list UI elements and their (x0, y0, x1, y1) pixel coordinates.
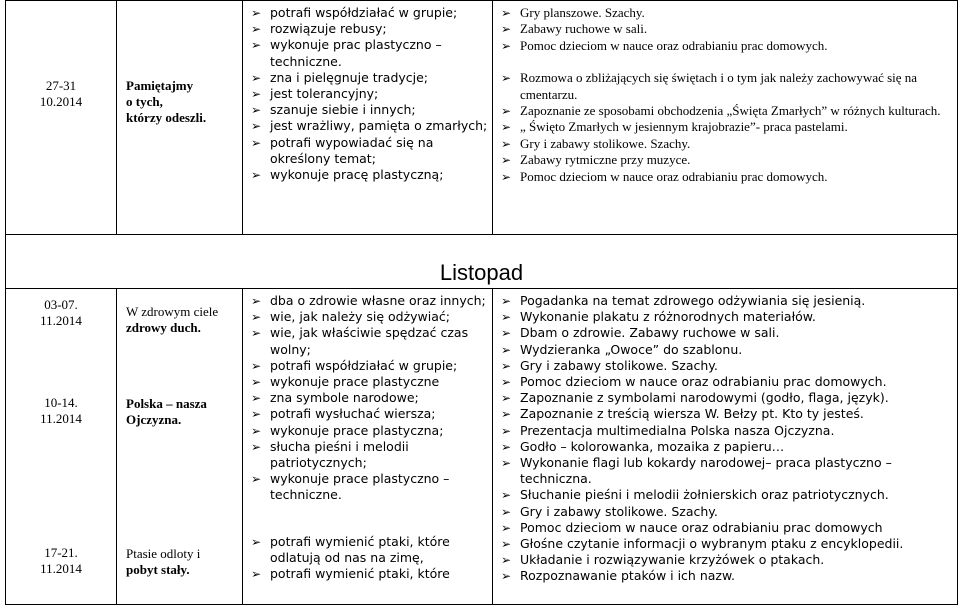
list-item: ➢ Wykonanie plakatu z różnorodnych materiałów. (501, 309, 816, 325)
arrow-bullet-icon: ➢ (501, 488, 512, 503)
arrow-bullet-icon: ➢ (251, 358, 262, 373)
list-item: ➢ Zapoznanie ze sposobami obchodzenia „Święta Zmarłych” w różnych kulturach. (501, 103, 941, 119)
arrow-bullet-icon: ➢ (251, 168, 262, 183)
list-item: ➢ Dbam o zdrowie. Zabawy ruchowe w sali. (501, 325, 780, 341)
arrow-bullet-icon: ➢ (501, 375, 512, 390)
arrow-bullet-icon: ➢ (251, 407, 262, 422)
arrow-bullet-icon: ➢ (501, 326, 512, 341)
section-row (6, 235, 958, 289)
list-item: ➢ potrafi wypowiadać się na określony temat; (251, 134, 434, 166)
arrow-bullet-icon: ➢ (251, 87, 262, 102)
arrow-bullet-icon: ➢ (251, 375, 262, 390)
date-line: 03-07. (44, 297, 78, 312)
arrow-bullet-icon: ➢ (251, 38, 262, 53)
arrow-bullet-icon: ➢ (501, 537, 512, 552)
arrow-bullet-icon: ➢ (501, 169, 512, 184)
arrow-bullet-icon: ➢ (501, 294, 512, 308)
list-item: ➢ Pogadanka na temat zdrowego odżywiania się jesienią. (501, 293, 866, 308)
arrow-bullet-icon: ➢ (251, 391, 262, 406)
list-item: ➢ wykonuje prace plastyczne (251, 374, 440, 390)
list-item: ➢ szanuje siebie i innych; (251, 102, 416, 118)
arrow-bullet-icon: ➢ (251, 534, 262, 549)
list-item: ➢ Zabawy ruchowe w sali. (501, 21, 648, 37)
topic-line: pobyt stały. (126, 562, 190, 577)
arrow-bullet-icon: ➢ (501, 120, 512, 135)
topic-cell (117, 1, 243, 235)
list-item: ➢ Zapoznanie z treścią wiersza W. Bełzy pt. Kto ty jesteś. (501, 406, 864, 422)
arrow-bullet-icon: ➢ (501, 391, 512, 406)
arrow-bullet-icon: ➢ (501, 439, 512, 454)
list-item: ➢ Pomoc dzieciom w nauce oraz odrabianiu prac domowych (501, 519, 883, 535)
list-item: ➢ jest tolerancyjny; (251, 86, 379, 102)
list-item: ➢ Gry i zabawy stolikowe. Szachy. (501, 135, 691, 151)
list-item: ➢ Pomoc dzieciom w nauce oraz odrabianiu prac domowych. (501, 37, 828, 53)
list-item: ➢ Rozpoznawanie ptaków i ich nazw. (501, 568, 736, 584)
list-item: ➢ Zapoznanie z symbolami narodowymi (godło, flaga, język). (501, 390, 889, 406)
arrow-bullet-icon: ➢ (501, 22, 512, 37)
list-item: ➢ dba o zdrowie własne oraz innych; (251, 293, 486, 308)
list-item: ➢ Głośne czytanie informacji o wybranym ptaku z encyklopedii. (501, 536, 904, 552)
arrow-bullet-icon: ➢ (251, 294, 262, 308)
list-item: ➢ Godło – kolorowanka, mozaika z papieru… (501, 438, 785, 454)
list-item: ➢ potrafi wysłuchać wiersza; (251, 406, 436, 422)
arrow-bullet-icon: ➢ (501, 6, 512, 20)
date-line: 11.2014 (40, 313, 82, 328)
activities-cell (493, 289, 958, 605)
arrow-bullet-icon: ➢ (251, 472, 262, 487)
list-item: ➢ potrafi współdziałać w grupie; (251, 5, 458, 20)
date-line: 10-14. (44, 395, 78, 410)
list-item: ➢ rozwiązuje rebusy; (251, 21, 387, 37)
list-item: ➢ potrafi wymienić ptaki, które odlatują od nas na zimę, (251, 533, 450, 565)
arrow-bullet-icon: ➢ (251, 6, 262, 20)
arrow-bullet-icon: ➢ (501, 38, 512, 53)
arrow-bullet-icon: ➢ (501, 342, 512, 357)
list-item: ➢ Zabawy rytmiczne przy muzyce. (501, 152, 691, 168)
arrow-bullet-icon: ➢ (251, 135, 262, 150)
activities-list (493, 536, 957, 585)
topic-cell (117, 289, 243, 605)
skills-cell (243, 1, 493, 235)
list-item: ➢ potrafi wymienić ptaki, które (251, 566, 450, 582)
arrow-bullet-icon: ➢ (501, 407, 512, 422)
activities-cell (493, 1, 958, 235)
list-item: ➢ Wydzieranka „Owoce” do szablonu. (501, 341, 743, 357)
activities-list (493, 390, 957, 536)
date-line: 10.2014 (39, 94, 83, 109)
arrow-bullet-icon: ➢ (501, 553, 512, 568)
list-item: ➢ zna i pielęgnuje tradycje; (251, 69, 429, 85)
arrow-bullet-icon: ➢ (501, 358, 512, 373)
topic-line: W zdrowym ciele (126, 304, 219, 319)
section-title: Listopad (6, 235, 958, 289)
date-cell (6, 1, 117, 235)
arrow-bullet-icon: ➢ (501, 504, 512, 519)
topic-line: Ojczyzna. (126, 412, 182, 427)
list-item: ➢ wie, jak właściwie spędzać czas wolny; (251, 325, 469, 357)
date-line: 11.2014 (40, 411, 82, 426)
list-item: ➢ Pomoc dzieciom w nauce oraz odrabianiu prac domowych. (501, 374, 887, 390)
arrow-bullet-icon: ➢ (501, 136, 512, 151)
arrow-bullet-icon: ➢ (501, 520, 512, 535)
arrow-bullet-icon: ➢ (501, 423, 512, 438)
activities-list (493, 5, 957, 54)
list-item: ➢ wykonuje prace plastyczna; (251, 422, 444, 438)
activities-list (493, 70, 957, 185)
topic-line: Polska – nasza (126, 396, 207, 411)
skills-list (243, 534, 492, 583)
topic-line: Ptasie odloty i (126, 546, 201, 561)
topic-line: zdrowy duch. (126, 320, 201, 335)
arrow-bullet-icon: ➢ (501, 569, 512, 584)
arrow-bullet-icon: ➢ (251, 326, 262, 341)
arrow-bullet-icon: ➢ (501, 310, 512, 325)
topic-line: o tych, (126, 94, 163, 109)
table-row-october (6, 1, 958, 235)
list-item: ➢ wykonuje prace plastyczno – techniczne. (251, 471, 450, 503)
arrow-bullet-icon: ➢ (501, 104, 512, 119)
list-item: ➢ Układanie i rozwiązywanie krzyżówek o ptakach. (501, 552, 825, 568)
skills-list (243, 5, 492, 183)
arrow-bullet-icon: ➢ (251, 22, 262, 37)
topic-line: którzy odeszli. (126, 110, 207, 125)
arrow-bullet-icon: ➢ (251, 119, 262, 134)
date-line: 11.2014 (40, 561, 82, 576)
date-line: 27-31 (45, 78, 77, 93)
table-row-november (6, 289, 958, 605)
list-item: ➢ Słuchanie pieśni i melodii żołnierskich oraz patriotycznych. (501, 487, 889, 503)
list-item: ➢ „ Święto Zmarłych w jesiennym krajobrazie”- praca pastelami. (501, 119, 848, 135)
list-item: ➢ wykonuje pracę plastyczną; (251, 167, 444, 183)
list-item: ➢ Gry planszowe. Szachy. (501, 5, 645, 20)
arrow-bullet-icon: ➢ (251, 439, 262, 454)
list-item: ➢ potrafi współdziałać w grupie; (251, 357, 458, 373)
arrow-bullet-icon: ➢ (251, 423, 262, 438)
arrow-bullet-icon: ➢ (251, 310, 262, 325)
activities-list (493, 293, 957, 390)
arrow-bullet-icon: ➢ (251, 70, 262, 85)
arrow-bullet-icon: ➢ (501, 153, 512, 168)
skills-cell (243, 289, 493, 605)
list-item: ➢ Prezentacja multimedialna Polska nasza Ojczyzna. (501, 422, 835, 438)
skills-list (243, 293, 492, 390)
arrow-bullet-icon: ➢ (251, 103, 262, 118)
date-cell (6, 289, 117, 605)
arrow-bullet-icon: ➢ (501, 456, 512, 471)
list-item: ➢ wie, jak należy się odżywiać; (251, 309, 450, 325)
list-item: ➢ Wykonanie flagi lub kokardy narodowej– praca plastyczno – techniczna. (501, 455, 892, 487)
list-item: ➢ słucha pieśni i melodii patriotycznych; (251, 438, 409, 471)
list-item: ➢ Gry i zabawy stolikowe. Szachy. (501, 357, 718, 373)
arrow-bullet-icon: ➢ (501, 71, 512, 86)
list-item: ➢ Pomoc dzieciom w nauce oraz odrabianiu prac domowych. (501, 168, 828, 184)
list-item: ➢ Rozmowa o zbliżających się świętach i o tym jak należy zachowywać się na cmentarzu. (501, 70, 918, 102)
list-item: ➢ Gry i zabawy stolikowe. Szachy. (501, 503, 718, 519)
list-item: ➢ jest wrażliwy, pamięta o zmarłych; (251, 118, 488, 134)
topic-line: Pamiętajmy (126, 78, 194, 93)
plan-table (5, 0, 958, 605)
list-item: ➢ zna symbole narodowe; (251, 390, 419, 406)
date-line: 17-21. (44, 545, 78, 560)
list-item: ➢ wykonuje prac plastyczno – techniczne. (251, 37, 442, 69)
arrow-bullet-icon: ➢ (251, 567, 262, 582)
skills-list (243, 390, 492, 503)
